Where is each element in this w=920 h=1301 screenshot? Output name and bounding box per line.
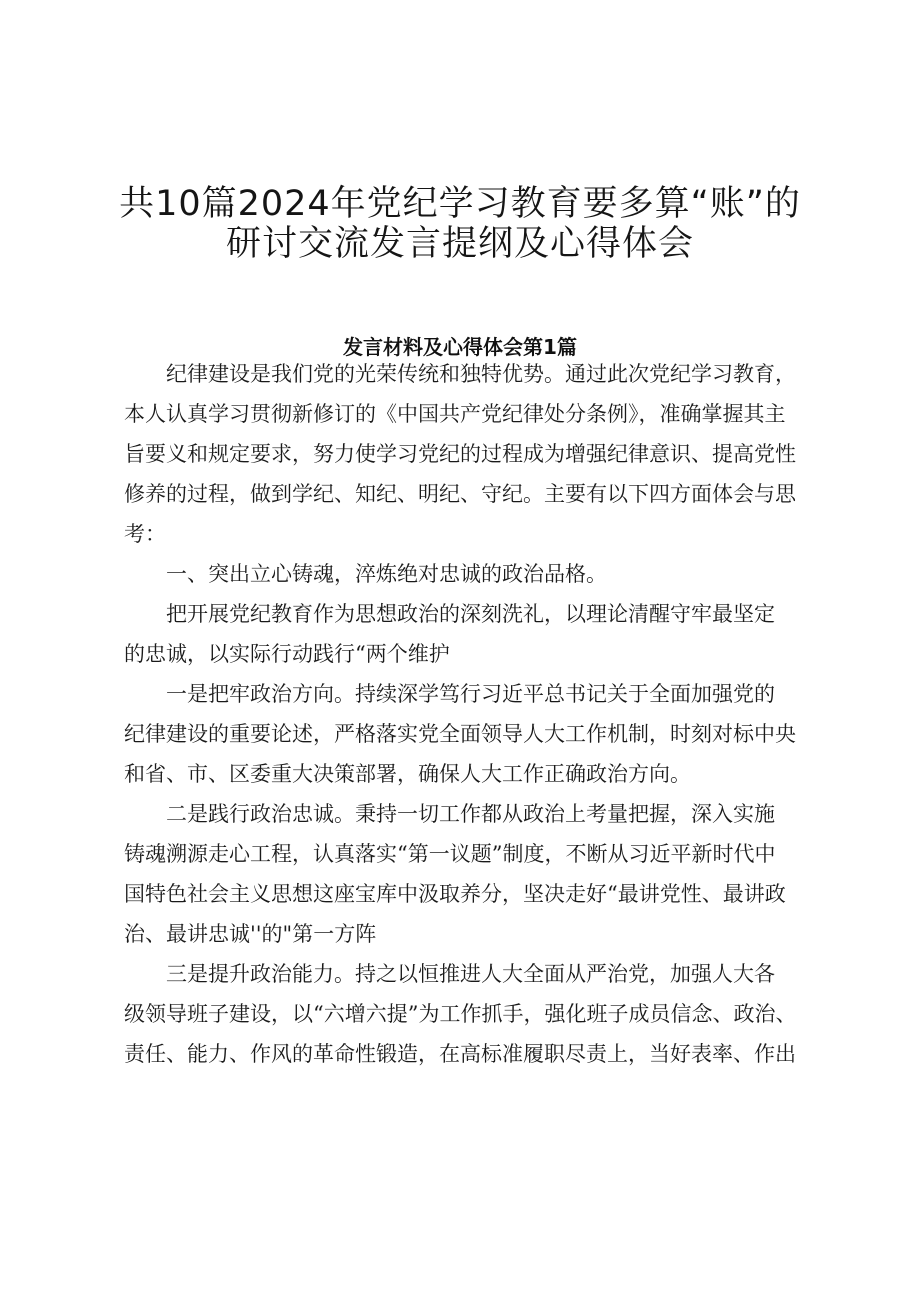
paragraph-line: 铸魂溯源走心工程，认真落实“第一议题”制度，不断从习近平新时代中 <box>124 842 776 866</box>
paragraph-line: 国特色社会主义思想这座宝库中汲取养分，坚决走好“最讲党性、最讲政 <box>124 882 786 906</box>
paragraph-point-one-body <box>124 594 800 674</box>
paragraph-line: 纪律建设的重要论述，严格落实党全面领导人大工作机制，时刻对标中央 <box>124 722 796 746</box>
paragraph-political-direction <box>124 674 800 794</box>
paragraph-line: 纪律建设是我们党的光荣传统和独特优势。通过此次党纪学习教育， <box>166 362 796 386</box>
paragraph-line: 把开展党纪教育作为思想政治的深刻洗礼，以理论清醒守牢最坚定 <box>166 602 775 626</box>
section-heading: 发言材料及心得体会第1篇 <box>343 334 577 359</box>
paragraph-line: 的忠诚，以实际行动践行“两个维护 <box>124 642 450 666</box>
document-body <box>124 354 800 1074</box>
document-title-line-1: 共10篇2024年党纪学习教育要多算“账”的 <box>119 184 801 225</box>
paragraph-political-loyalty <box>124 794 800 954</box>
paragraph-line: 本人认真学习贯彻新修订的《中国共产党纪律处分条例》，准确掌握其主 <box>124 402 786 426</box>
paragraph-line: 和省、市、区委重大决策部署，确保人大工作正确政治方向。 <box>124 762 691 786</box>
paragraph-line: 考： <box>124 522 166 546</box>
paragraph-line: 一是把牢政治方向。持续深学笃行习近平总书记关于全面加强党的 <box>166 682 775 706</box>
paragraph-point-one-heading <box>124 554 800 594</box>
paragraph-line: 治、最讲忠诚''的"第一方阵 <box>124 922 377 946</box>
paragraph-political-ability <box>124 954 800 1074</box>
paragraph-line: 旨要义和规定要求，努力使学习党纪的过程成为增强纪律意识、提高党性 <box>124 442 796 466</box>
document-title <box>80 178 840 265</box>
paragraph-line: 二是践行政治忠诚。秉持一切工作都从政治上考量把握，深入实施 <box>166 802 775 826</box>
paragraph-line: 三是提升政治能力。持之以恒推进人大全面从严治党，加强人大各 <box>166 962 775 986</box>
document-title-line-2: 研讨交流发言提纲及心得体会 <box>225 224 694 265</box>
paragraph-line: 级领导班子建设，以“六增六提”为工作抓手，强化班子成员信念、政治、 <box>124 1002 797 1026</box>
paragraph-line: 责任、能力、作风的革命性锻造，在高标准履职尽责上，当好表率、作出 <box>124 1042 796 1066</box>
paragraph-line: 一、突出立心铸魂，淬炼绝对忠诚的政治品格。 <box>166 562 607 586</box>
paragraph-intro <box>124 354 800 554</box>
paragraph-line: 修养的过程，做到学纪、知纪、明纪、守纪。主要有以下四方面体会与思 <box>124 482 796 506</box>
